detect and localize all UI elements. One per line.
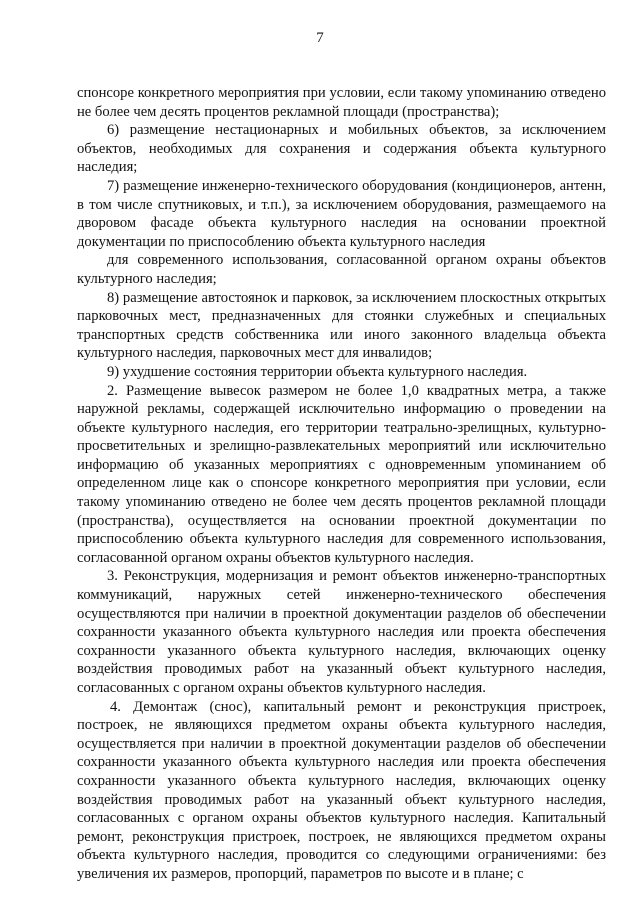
paragraph-clause-3: 3. Реконструкция, модернизация и ремонт объектов инженерно-транспортных коммуникаций, наружных сетей инженерно-технического обеспечения осуществляются при наличии в проектной документации разделов об обеспечении сохранности указанного объекта культурного наследия или проекта обеспечения сохранности указанного объекта культурного наследия, включающих оценку воздействия проводимых работ на указанный объект культурного наследия, согласованных с органом охраны объектов культурного наследия. — [77, 568, 606, 696]
paragraph-item-6: 6) размещение нестационарных и мобильных объектов, за исключением объектов, необходимых для сохранения и содержания объекта культурного наследия; — [77, 122, 606, 176]
page-number: 7 — [316, 30, 324, 46]
document-body — [77, 84, 606, 884]
paragraph-continuation: спонсоре конкретного мероприятия при условии, если такому упоминанию отведено не более чем десять процентов рекламной площади (пространства); — [77, 85, 606, 120]
paragraph-item-8: 8) размещение автостоянок и парковок, за исключением плоскостных открытых парковочных мест, предназначенных для стоянки служебных и специальных транспортных средств собственника или иного законного владельца объекта культурного наследия, парковочных мест для инвалидов; — [77, 289, 606, 362]
paragraph-clause-2: 2. Размещение вывесок размером не более 1,0 квадратных метра, а также наружной рекламы, содержащей исключительно информацию о проведении на объекте культурного наследия, его территории театрально-зрелищных, культурно-просветительных и зрелищно-развлекательных мероприятий или исключительно информацию об указанных мероприятиях с одновременным упоминанием об определенном лице как о спонсоре конкретного мероприятия при условии, если такому упоминанию отведено не более чем десять процентов рекламной площади (пространства), осуществляется на основании проектной документации по приспособлению объекта культурного наследия для современного использования, согласованной органом охраны объектов культурного наследия. — [77, 382, 606, 566]
paragraph-item-9: 9) ухудшение состояния территории объекта культурного наследия. — [107, 363, 528, 380]
paragraph-item-7-continuation: для современного использования, согласованной органом охраны объектов культурного наследия; — [77, 252, 606, 287]
paragraph-item-7: 7) размещение инженерно-технического оборудования (кондиционеров, антенн, в том числе спутниковых, и т.п.), за исключением оборудования, размещаемого на дворовом фасаде объекта культурного наследия на основании проектной документации по приспособлению объекта культурного наследия — [77, 177, 606, 250]
paragraph-clause-4: 4. Демонтаж (снос), капитальный ремонт и реконструкция пристроек, построек, не являющихся предметом охраны объекта культурного наследия, осуществляется при наличии в проектной документации разделов об обеспечении сохранности указанного объекта культурного наследия или проекта обеспечения сохранности указанного объекта культурного наследия, включающих оценку воздействия проводимых работ на указанный объект культурного наследия, согласованных с органом охраны объектов культурного наследия. Капитальный ремонт, реконструкция пристроек, построек, не являющихся предметом охраны объекта культурного наследия, проводится со следующими ограничениями: без увеличения их размеров, пропорций, параметров по высоте и в плане; с — [77, 698, 606, 882]
